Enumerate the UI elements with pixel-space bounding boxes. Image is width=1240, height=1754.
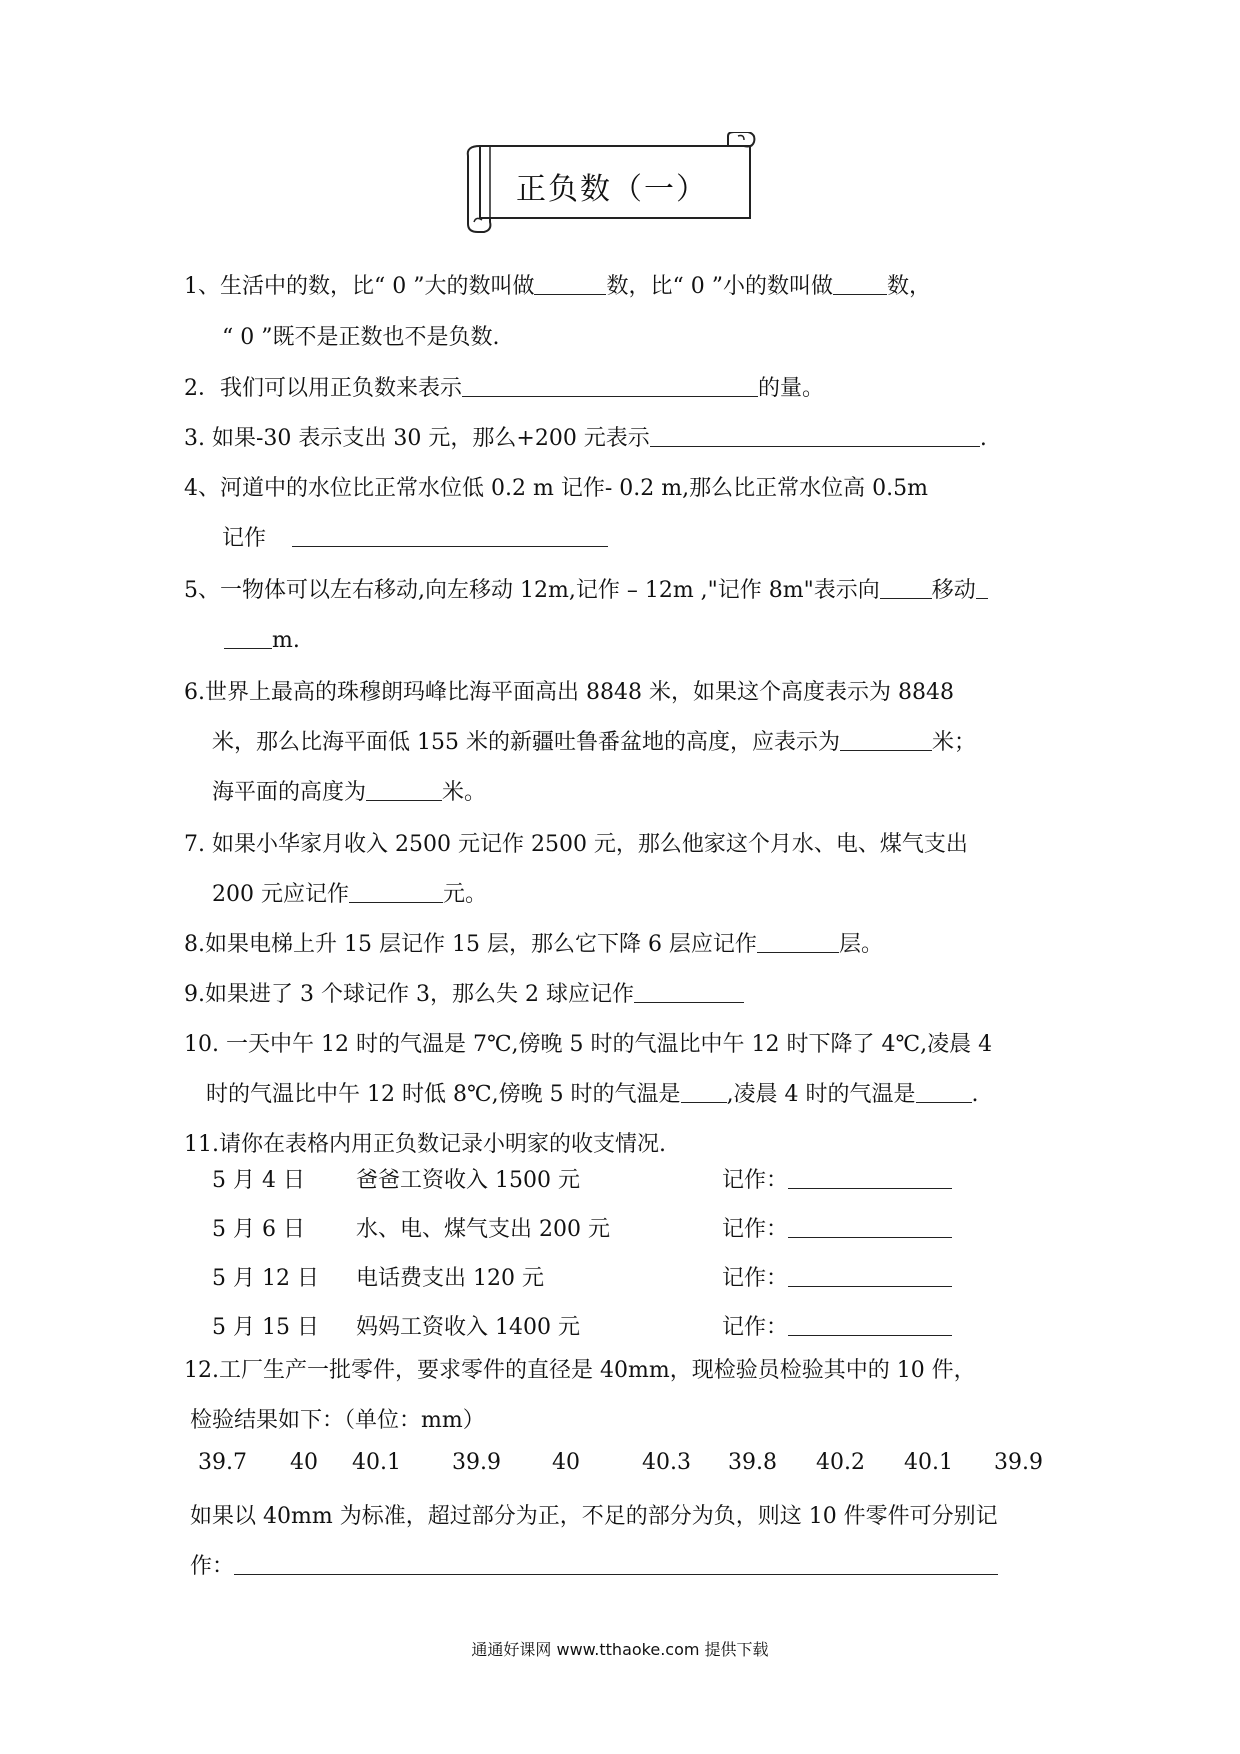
q6-text-c: 米； (931, 730, 976, 755)
measurement-value: 40.2 (816, 1450, 865, 1475)
answer-blank[interactable] (757, 930, 839, 953)
page-title: 正负数（一） (516, 172, 708, 207)
measurement-value: 39.7 (198, 1450, 247, 1475)
q1-text-d: “ 0 ”既不是正数也不是负数. (222, 325, 500, 350)
answer-blank[interactable] (366, 778, 442, 801)
answer-blank[interactable] (916, 1080, 972, 1103)
answer-blank[interactable] (976, 576, 988, 599)
q5-text-b: 移动 (931, 578, 976, 603)
q5-text-a: 5、一物体可以左右移动,向左移动 12m,记作 – 12m ,"记作 8m"表示向 (184, 578, 880, 603)
q12-text-c: 如果以 40mm 为标准，超过部分为正，不足的部分为负，则这 10 件零件可分别记 (190, 1504, 998, 1529)
question-6-line-2 (212, 728, 976, 758)
title-scroll (462, 132, 762, 234)
q12-text-a: 12.工厂生产一批零件，要求零件的直径是 40mm，现检验员检验其中的 10 件， (184, 1358, 976, 1383)
question-6-line-1 (184, 678, 954, 708)
measurement-value: 40 (290, 1450, 318, 1475)
q4-text-b: 记作 (222, 526, 267, 551)
q11-row-item: 水、电、煤气支出 200 元 (356, 1217, 610, 1242)
question-10-line-2 (206, 1080, 979, 1110)
question-5-line-2 (224, 626, 300, 656)
answer-blank[interactable] (650, 424, 980, 447)
q5-text-c: m. (272, 628, 300, 653)
q1-text-b: 数，比“ 0 ”小的数叫做 (606, 274, 833, 299)
answer-blank[interactable] (292, 524, 608, 547)
q12-text-d: 作： (190, 1554, 235, 1579)
q6-text-d: 海平面的高度为 (212, 780, 367, 805)
measurement-value: 40 (552, 1450, 580, 1475)
q12-text-b: 检验结果如下：（单位：mm） (190, 1408, 485, 1433)
q6-text-b: 米，那么比海平面低 155 米的新疆吐鲁番盆地的高度，应表示为 (212, 730, 840, 755)
answer-blank[interactable] (840, 728, 932, 751)
answer-blank[interactable] (788, 1166, 952, 1189)
answer-blank[interactable] (634, 980, 744, 1003)
question-7-line-1 (184, 830, 968, 860)
measurement-value: 39.9 (994, 1450, 1043, 1475)
question-5-line-1 (184, 576, 988, 606)
q11-row-item: 妈妈工资收入 1400 元 (356, 1315, 580, 1340)
q10-text-d: . (971, 1082, 979, 1107)
q7-text-b: 200 元应记作 (212, 882, 349, 907)
question-11-intro (184, 1130, 666, 1160)
measurement-value: 40.1 (352, 1450, 401, 1475)
q11-row-label: 记作： (722, 1310, 952, 1341)
question-12-line-4 (190, 1552, 998, 1582)
answer-blank[interactable] (681, 1080, 727, 1103)
answer-blank[interactable] (788, 1264, 952, 1287)
measurement-value: 40.3 (642, 1450, 691, 1475)
question-12-line-1 (184, 1356, 976, 1386)
footer-credit: 通通好课网 www.tthaoke.com 提供下载 (471, 1640, 769, 1659)
answer-blank[interactable] (833, 272, 887, 295)
q7-text-a: 7. 如果小华家月收入 2500 元记作 2500 元，那么他家这个月水、电、煤气支出 (184, 832, 968, 857)
q10-text-a: 10. 一天中午 12 时的气温是 7℃,傍晚 5 时的气温比中午 12 时下降了 4℃,凌晨 4 (184, 1032, 993, 1057)
q3-text-b: . (979, 426, 987, 451)
q11-row-item: 爸爸工资收入 1500 元 (356, 1168, 580, 1193)
q11-row-date: 5 月 12 日 (212, 1266, 319, 1291)
answer-blank[interactable] (349, 880, 443, 903)
answer-blank[interactable] (462, 374, 758, 397)
question-4-line-1 (184, 474, 928, 504)
question-2 (184, 374, 824, 404)
q11-row-label: 记作： (722, 1163, 952, 1194)
question-12-line-3 (190, 1502, 998, 1532)
measurement-value: 40.1 (904, 1450, 953, 1475)
question-1-line-2 (222, 323, 499, 353)
question-8 (184, 930, 883, 960)
q10-text-c: ,凌晨 4 时的气温是 (726, 1082, 916, 1107)
question-6-line-3 (212, 778, 486, 808)
q1-text-c: 数， (886, 274, 931, 299)
measurement-value: 39.9 (452, 1450, 501, 1475)
question-10-line-1 (184, 1030, 992, 1060)
answer-blank[interactable] (788, 1215, 952, 1238)
question-7-line-2 (212, 880, 487, 910)
question-12-line-2 (190, 1406, 485, 1436)
answer-blank[interactable] (880, 576, 932, 599)
q6-text-e: 米。 (442, 780, 487, 805)
q7-text-c: 元。 (443, 882, 488, 907)
answer-blank[interactable] (234, 1552, 998, 1575)
question-1-line-1 (184, 272, 931, 302)
q11-row-label: 记作： (722, 1261, 952, 1292)
q4-text-a: 4、河道中的水位比正常水位低 0.2 m 记作- 0.2 m,那么比正常水位高 0.5m (184, 476, 928, 501)
answer-blank[interactable] (788, 1313, 952, 1336)
q9-text-a: 9.如果进了 3 个球记作 3，那么失 2 球应记作 (184, 982, 634, 1007)
q3-text-a: 3. 如果-30 表示支出 30 元，那么+200 元表示 (184, 426, 650, 451)
question-9 (184, 980, 744, 1010)
q1-text-a: 1、生活中的数，比“ 0 ”大的数叫做 (184, 274, 535, 299)
question-3 (184, 424, 987, 454)
measurement-value: 39.8 (728, 1450, 777, 1475)
q11-row-label: 记作： (722, 1212, 952, 1243)
q11-row-item: 电话费支出 120 元 (356, 1266, 544, 1291)
q8-text-b: 层。 (838, 932, 883, 957)
q11-row-date: 5 月 4 日 (212, 1168, 305, 1193)
q11-row-date: 5 月 6 日 (212, 1217, 305, 1242)
q10-text-b: 时的气温比中午 12 时低 8℃,傍晚 5 时的气温是 (206, 1082, 681, 1107)
q8-text-a: 8.如果电梯上升 15 层记作 15 层，那么它下降 6 层应记作 (184, 932, 757, 957)
answer-blank[interactable] (534, 272, 606, 295)
answer-blank[interactable] (224, 626, 272, 649)
q2-text-b: 的量。 (758, 376, 825, 401)
q11-intro-text: 11.请你在表格内用正负数记录小明家的收支情况. (184, 1132, 666, 1157)
q11-row-date: 5 月 15 日 (212, 1315, 319, 1340)
q6-text-a: 6.世界上最高的珠穆朗玛峰比海平面高出 8848 米，如果这个高度表示为 8848 (184, 680, 954, 705)
q2-text-a: 2．我们可以用正负数来表示 (184, 376, 462, 401)
question-4-line-2 (222, 524, 608, 554)
